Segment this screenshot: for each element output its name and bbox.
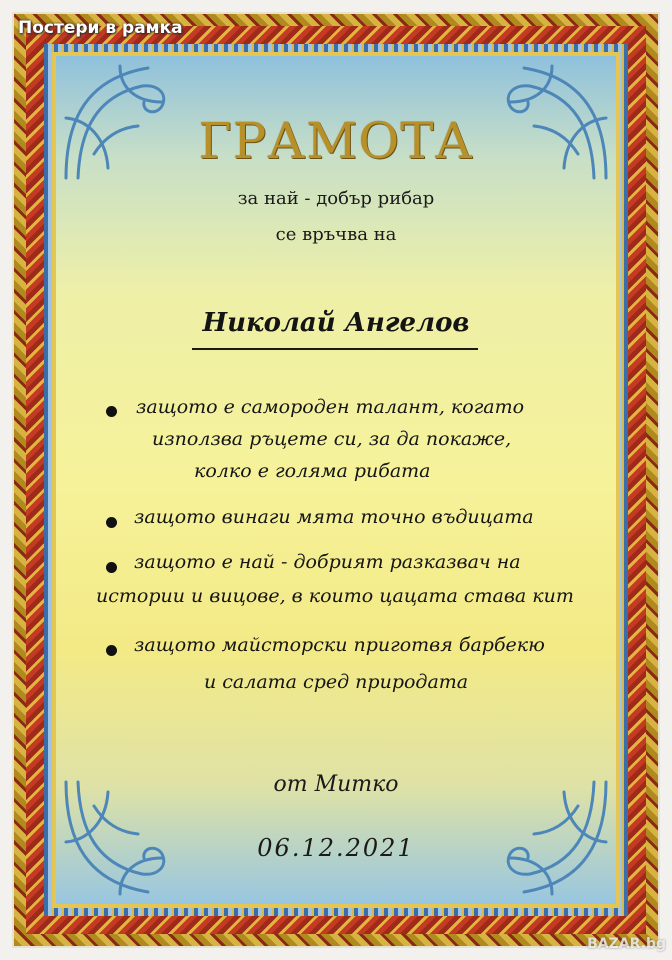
watermark-bottom: BAZAR.bg: [587, 936, 666, 952]
certificate-subtitle-line2: се връчва на: [275, 224, 397, 245]
reason-line: и салата сред природата: [204, 671, 469, 693]
reason-line: истории и вицове, в които цацата става кит: [96, 585, 574, 607]
bullet-icon: [106, 645, 117, 656]
reason-line: защото майсторски приготвя барбекю: [134, 634, 545, 656]
bullet-icon: [106, 517, 117, 528]
reason-line: защото винаги мята точно въдицата: [134, 506, 534, 528]
from-signature: от Митко: [273, 772, 399, 797]
recipient-underline: [192, 348, 478, 350]
reason-line: защото е най - добрият разказвач на: [134, 551, 521, 573]
certificate-title: ГРАМОТА: [198, 112, 474, 170]
reason-line: колко е голяма рибата: [194, 460, 431, 482]
reason-line: използва ръцете си, за да покаже,: [152, 428, 512, 450]
certificate-subtitle-line1: за най - добър рибар: [237, 188, 435, 209]
reason-line: защото е самороден талант, когато: [136, 396, 525, 418]
bullet-icon: [106, 562, 117, 573]
bullet-icon: [106, 406, 117, 417]
certificate-date: 06.12.2021: [257, 834, 415, 862]
recipient-name: Николай Ангелов: [202, 308, 470, 338]
watermark-top: Постери в рамка: [18, 18, 183, 38]
